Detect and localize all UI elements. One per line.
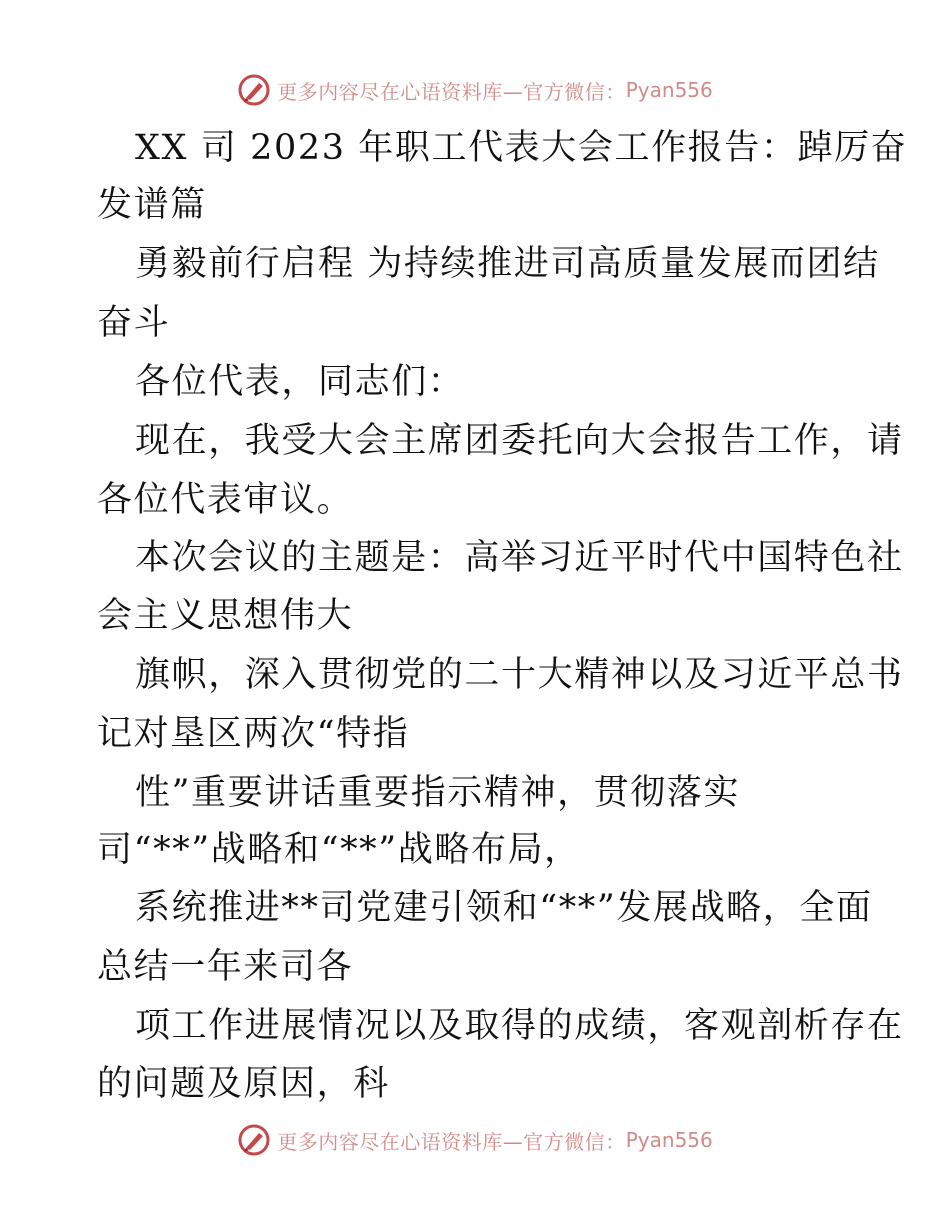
paragraph-line: 系统推进**司党建引领和“**”发展战略，全面 bbox=[135, 888, 873, 928]
banner-text: 更多内容尽在心语资料库—官方微信： bbox=[277, 79, 626, 104]
paragraph-line: 总结一年来司各 bbox=[97, 947, 354, 987]
title-line-2: 发谱篇 bbox=[97, 185, 207, 225]
banner-text: 更多内容尽在心语资料库—官方微信： bbox=[277, 1129, 626, 1154]
paragraph-line: 性”重要讲话重要指示精神，贯彻落实 bbox=[135, 773, 741, 813]
paragraph-line: 的问题及原因，科 bbox=[97, 1064, 390, 1104]
paragraph-line: 各位代表审议。 bbox=[97, 480, 354, 520]
paragraph-line: 司“**”战略和“**”战略布局， bbox=[97, 830, 581, 870]
paragraph-line: 现在，我受大会主席团委托向大会报告工作，请 bbox=[135, 421, 904, 461]
subtitle-line-2: 奋斗 bbox=[97, 303, 171, 343]
subtitle-line-1: 勇毅前行启程 为持续推进司高质量发展而团结 bbox=[135, 244, 880, 284]
banner-account: Pyan556 bbox=[625, 78, 713, 102]
title-line-1: XX 司 2023 年职工代表大会工作报告：踔厉奋 bbox=[135, 128, 908, 168]
paragraph-line: 记对垦区两次“特指 bbox=[97, 714, 410, 754]
footer-banner bbox=[0, 1120, 950, 1160]
pen-circle-logo-icon bbox=[237, 73, 271, 107]
paragraph-line: 旗帜，深入贯彻党的二十大精神以及习近平总书 bbox=[135, 655, 904, 695]
paragraph-line: 项工作进展情况以及取得的成绩，客观剖析存在 bbox=[135, 1006, 904, 1046]
paragraph-line: 会主义思想伟大 bbox=[97, 596, 354, 636]
banner-account: Pyan556 bbox=[625, 1128, 713, 1152]
salutation: 各位代表，同志们： bbox=[135, 362, 465, 402]
paragraph-line: 本次会议的主题是：高举习近平时代中国特色社 bbox=[135, 538, 904, 578]
pen-circle-logo-icon bbox=[237, 1123, 271, 1157]
header-banner bbox=[0, 70, 950, 110]
